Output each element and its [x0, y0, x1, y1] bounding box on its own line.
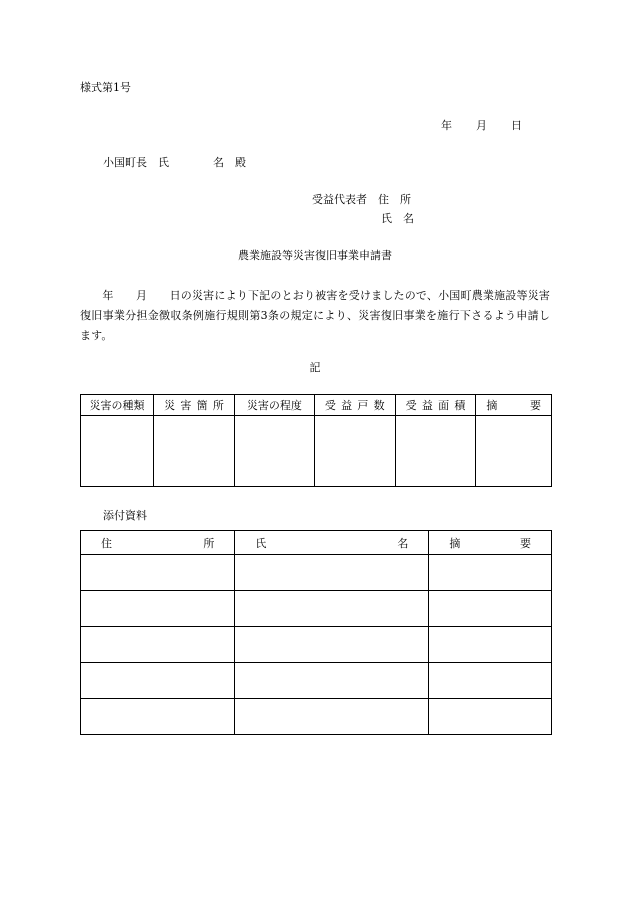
header-remarks: 摘 要 — [476, 395, 552, 416]
cell[interactable] — [235, 699, 429, 735]
ki-heading: 記 — [309, 361, 321, 374]
cell[interactable] — [154, 416, 235, 487]
damage-table-row — [81, 416, 552, 487]
damage-table — [80, 394, 552, 487]
cell[interactable] — [234, 416, 314, 487]
cell[interactable] — [429, 555, 552, 591]
cell[interactable] — [81, 555, 235, 591]
table-row — [81, 627, 552, 663]
cell[interactable] — [314, 416, 395, 487]
cell[interactable] — [81, 663, 235, 699]
cell[interactable] — [81, 627, 235, 663]
representative-name-label: 氏 名 — [381, 212, 414, 225]
header-disaster-location: 災 害 箇 所 — [154, 395, 235, 416]
date-line — [441, 120, 522, 131]
cell[interactable] — [429, 627, 552, 663]
damage-table-header — [81, 395, 552, 416]
addressee: 小国町長 氏 名 殿 — [103, 156, 246, 169]
table-row — [81, 555, 552, 591]
cell[interactable] — [235, 591, 429, 627]
form-number: 様式第1号 — [80, 81, 131, 94]
document-title: 農業施設等災害復旧事業申請書 — [238, 249, 392, 262]
header-damage-extent: 災害の程度 — [234, 395, 314, 416]
cell[interactable] — [81, 591, 235, 627]
table-row — [81, 591, 552, 627]
cell[interactable] — [235, 555, 429, 591]
cell[interactable] — [395, 416, 476, 487]
attachments-table-header — [81, 531, 552, 555]
header-beneficiary-area: 受 益 面 積 — [395, 395, 476, 416]
cell[interactable] — [429, 591, 552, 627]
cell[interactable] — [235, 627, 429, 663]
cell[interactable] — [429, 699, 552, 735]
table-row — [81, 663, 552, 699]
cell[interactable] — [81, 416, 154, 487]
header-beneficiary-households: 受 益 戸 数 — [314, 395, 395, 416]
cell[interactable] — [235, 663, 429, 699]
table-row — [81, 699, 552, 735]
attachments-table — [80, 530, 552, 735]
attachments-label: 添付資料 — [103, 509, 147, 522]
representative-address-label: 受益代表者 住 所 — [312, 193, 411, 206]
header-address: 住 所 — [81, 531, 235, 555]
cell[interactable] — [81, 699, 235, 735]
header-name: 氏 名 — [235, 531, 429, 555]
header-remarks: 摘 要 — [429, 531, 552, 555]
cell[interactable] — [429, 663, 552, 699]
date-month: 月 — [476, 119, 487, 132]
header-disaster-type: 災害の種類 — [81, 395, 154, 416]
body-text: 年 月 日の災害により下記のとおり被害を受けましたので、小国町農業施設等災害復旧事業分担金徴収条例施行規則第3条の規定により、災害復旧事業を施行下さるよう申請します。 — [80, 289, 550, 342]
date-year: 年 — [441, 119, 452, 132]
cell[interactable] — [476, 416, 552, 487]
date-day: 日 — [511, 119, 522, 132]
